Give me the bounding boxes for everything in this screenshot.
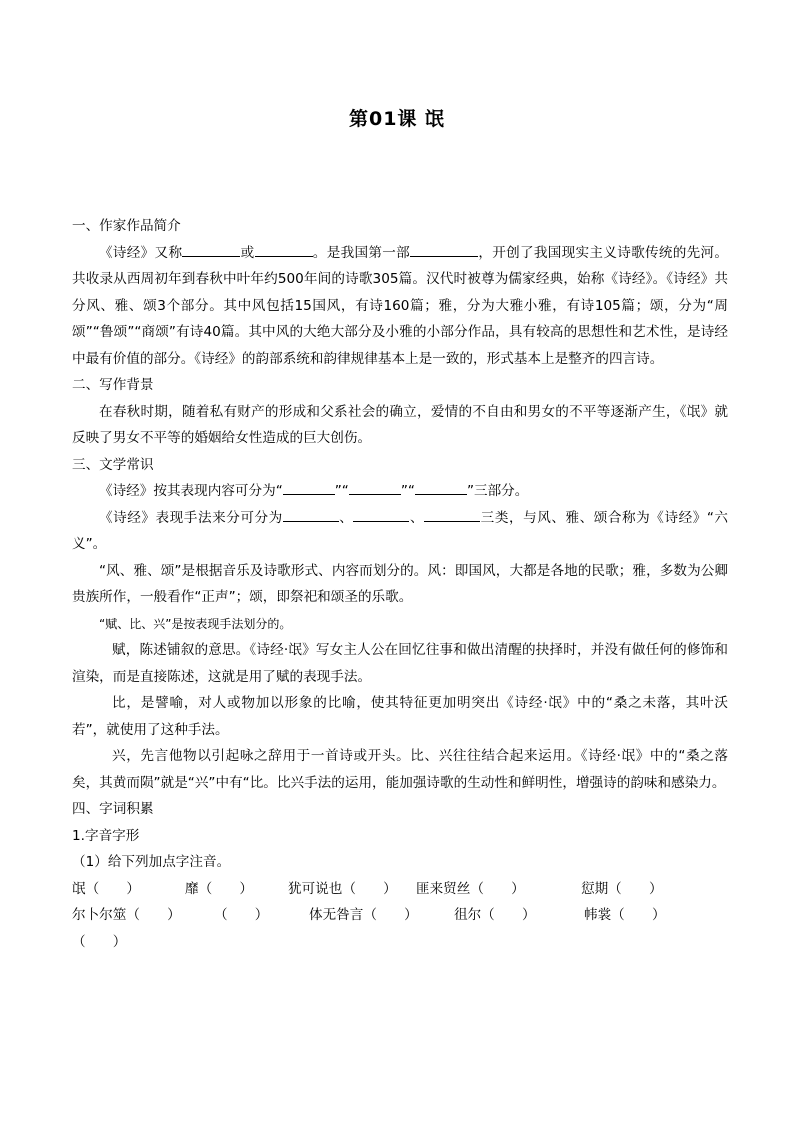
section-heading-3: 三、文学常识 xyxy=(72,456,154,473)
intro-paragraph: 《诗经》又称 或 。是我国第一部 ，开创了我国现实主义诗歌传统的先河。共收录从西周初年到春秋中叶年约500年间的诗歌305篇。汉代时被尊为儒家经典，始称《诗经》。《诗经》共分风、雅、颂3个部分。其中风包括15国风，有诗160篇；雅，分为大雅小雅，有诗105篇；颂，分为“周颂”“鲁颂”“商颂”有诗40篇。其中风的大绝大部分及小雅的小部分作品，具有较高的思想性和艺术性，是诗经中最有价值的部分。《诗经》的韵部系统和韵律规律基本上是一致的，形式基本上是整齐的四言诗。 xyxy=(72,240,728,373)
fu-bi-xing-note: “赋、比、兴”是按表现手法划分的。 xyxy=(99,616,292,631)
pronunciation-row-1 xyxy=(72,876,728,903)
subsection-pronunciation: 1.字音字形 xyxy=(72,827,140,844)
content-division-paragraph: 《诗经》按其表现内容可分为“ ”“ ”“ ”三部分。 xyxy=(72,478,728,505)
blank-first-collection[interactable] xyxy=(410,241,478,257)
pinyin-item[interactable]: 体无咎言（ ） xyxy=(309,907,418,923)
blank-content-2[interactable] xyxy=(349,479,401,495)
question-instruction: （1）给下列加点字注音。 xyxy=(72,854,231,870)
pinyin-item[interactable]: 帏裳（ ） xyxy=(584,907,666,923)
feng-ya-song-paragraph: “风、雅、颂”是根据音乐及诗歌形式、内容而划分的。风：即国风，大都是各地的民歌；雅，多数为公卿贵族所作，一般看作“正声”；颂，即祭祀和颂圣的乐歌。 xyxy=(72,562,728,605)
pinyin-item[interactable]: 靡（ ） xyxy=(185,880,253,897)
background-paragraph: 在春秋时期，随着私有财产的形成和父系社会的确立，爱情的不自由和男女的不平等逐渐产生，《氓》就反映了男女不平等的婚姻给女性造成的巨大创伤。 xyxy=(72,403,728,446)
section-heading-2: 二、写作背景 xyxy=(72,377,154,393)
fu-paragraph: 赋，陈述铺叙的意思。《诗经·氓》写女主人公在回忆往事和做出清醒的抉择时，并没有做任何的修饰和渲染，而是直接陈述，这就是用了赋的表现手法。 xyxy=(72,642,728,685)
blank-content-1[interactable] xyxy=(283,479,335,495)
pinyin-item[interactable]: 徂尔（ ） xyxy=(454,907,536,923)
pinyin-item[interactable]: 氓（ ） xyxy=(72,880,140,897)
technique-division-paragraph: 《诗经》表现手法来分可分为 、 、 三类，与风、雅、颂合称为《诗经》“六义”。 xyxy=(72,505,728,558)
blank-technique-3[interactable] xyxy=(424,506,480,522)
blank-technique-1[interactable] xyxy=(283,506,339,522)
bi-paragraph: 比，是譬喻，对人或物加以形象的比喻，使其特征更加明突出《诗经·氓》中的“桑之未落，其叶沃若”，就使用了这种手法。 xyxy=(72,695,728,738)
blank-alias-2[interactable] xyxy=(255,241,313,257)
document-body xyxy=(72,213,728,955)
pinyin-item[interactable]: 匪来贸丝（ ） xyxy=(416,880,525,897)
section-heading-4: 四、字词积累 xyxy=(72,801,154,817)
blank-alias-1[interactable] xyxy=(182,241,240,257)
pinyin-item[interactable]: 尔卜尔筮（ ） xyxy=(72,907,181,923)
xing-paragraph: 兴，先言他物以引起咏之辞用于一首诗或开头。比、兴往往结合起来运用。《诗经·氓》中的“桑之落矣，其黄而陨”就是“兴”中有“比。比兴手法的运用，能加强诗歌的生动性和鲜明性，增强诗的韵味和感染力。 xyxy=(72,748,728,791)
pinyin-item[interactable]: 犹可说也（ ） xyxy=(288,880,397,897)
pronunciation-row-3 xyxy=(72,929,728,956)
pinyin-item[interactable]: （ ） xyxy=(72,933,127,950)
pronunciation-row-2 xyxy=(72,902,728,929)
blank-content-3[interactable] xyxy=(415,479,467,495)
page-title: 第01课 氓 xyxy=(348,108,446,130)
blank-technique-2[interactable] xyxy=(353,506,409,522)
section-heading-1: 一、作家作品简介 xyxy=(72,218,181,234)
pinyin-item[interactable]: 愆期（ ） xyxy=(581,880,663,897)
pinyin-item[interactable]: （ ） xyxy=(214,907,269,923)
